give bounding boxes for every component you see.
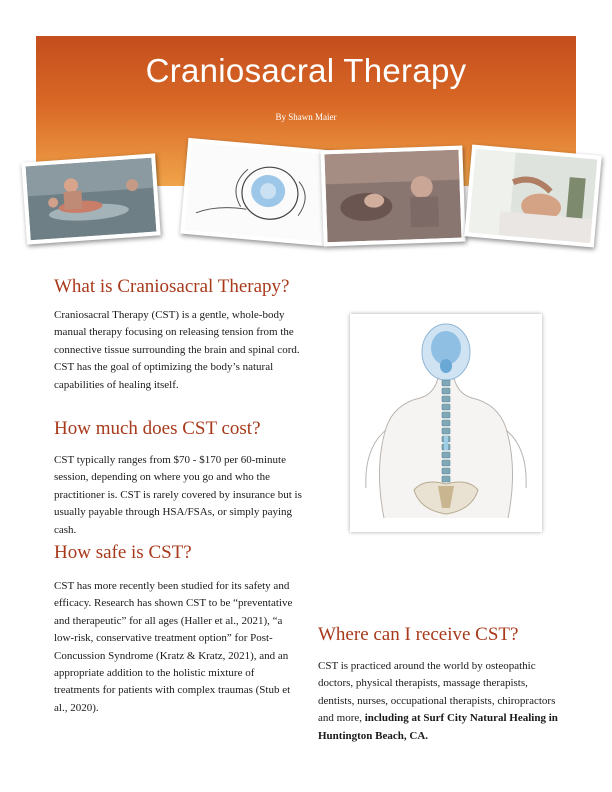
what-is-cst-body: (CST) is a gentle, whole-body manual therapy focusing on releasing tension from the connective tissue surrounding the brain and spinal cord. CST has the goal of optimizing the body’s natural capabilities of healing itself. xyxy=(54,309,300,391)
heading-cost: How much does CST cost? xyxy=(54,418,261,439)
heading-where: Where can I receive CST? xyxy=(318,624,519,645)
where-body: CST is practiced around the world by osteopathic doctors, physical therapists, massage therapists, dentists, nurses, occupational therapists, chiropractors and more, xyxy=(318,660,556,725)
spine-anatomy-illustration xyxy=(350,314,542,532)
paragraph-where xyxy=(318,658,566,745)
skull-sketch-photo xyxy=(180,138,332,246)
treatment-session-photo xyxy=(320,146,465,247)
heading-safety: How safe is CST? xyxy=(54,542,192,563)
clinic-location: including at Surf City Natural Healing in Huntington Beach, CA. xyxy=(318,712,558,742)
paragraph-what-is-cst xyxy=(54,307,304,394)
paragraph-safety: CST has more recently been studied for its safety and efficacy. Research has shown CST to be “preventative and therapeutic” for all ages (Haller et al., 2021), “a low-risk, conservative treatment option” for Post-Concussion Syndrome (Kratz & Kratz, 2021), and an appropriate addition to the holistic mixture of treatments for patients with complex traumas (Stub et al., 2020). xyxy=(54,580,293,714)
paragraph-cost: CST typically ranges from $70 - $170 per 60-minute session, depending on where you go and who the practitioner is. CST is rarely covered by insurance but is usually payable through HSA/FSAs, or simply paying cash. xyxy=(54,454,302,536)
heading-what-is-cst: What is Craniosacral Therapy? xyxy=(54,276,290,297)
cst-term: Craniosacral Therapy xyxy=(54,309,149,321)
head-treatment-photo xyxy=(464,145,602,248)
hydrotherapy-photo xyxy=(21,153,160,244)
page-title: Craniosacral Therapy xyxy=(145,52,467,89)
author-byline: By Shawn Maier xyxy=(275,112,337,122)
